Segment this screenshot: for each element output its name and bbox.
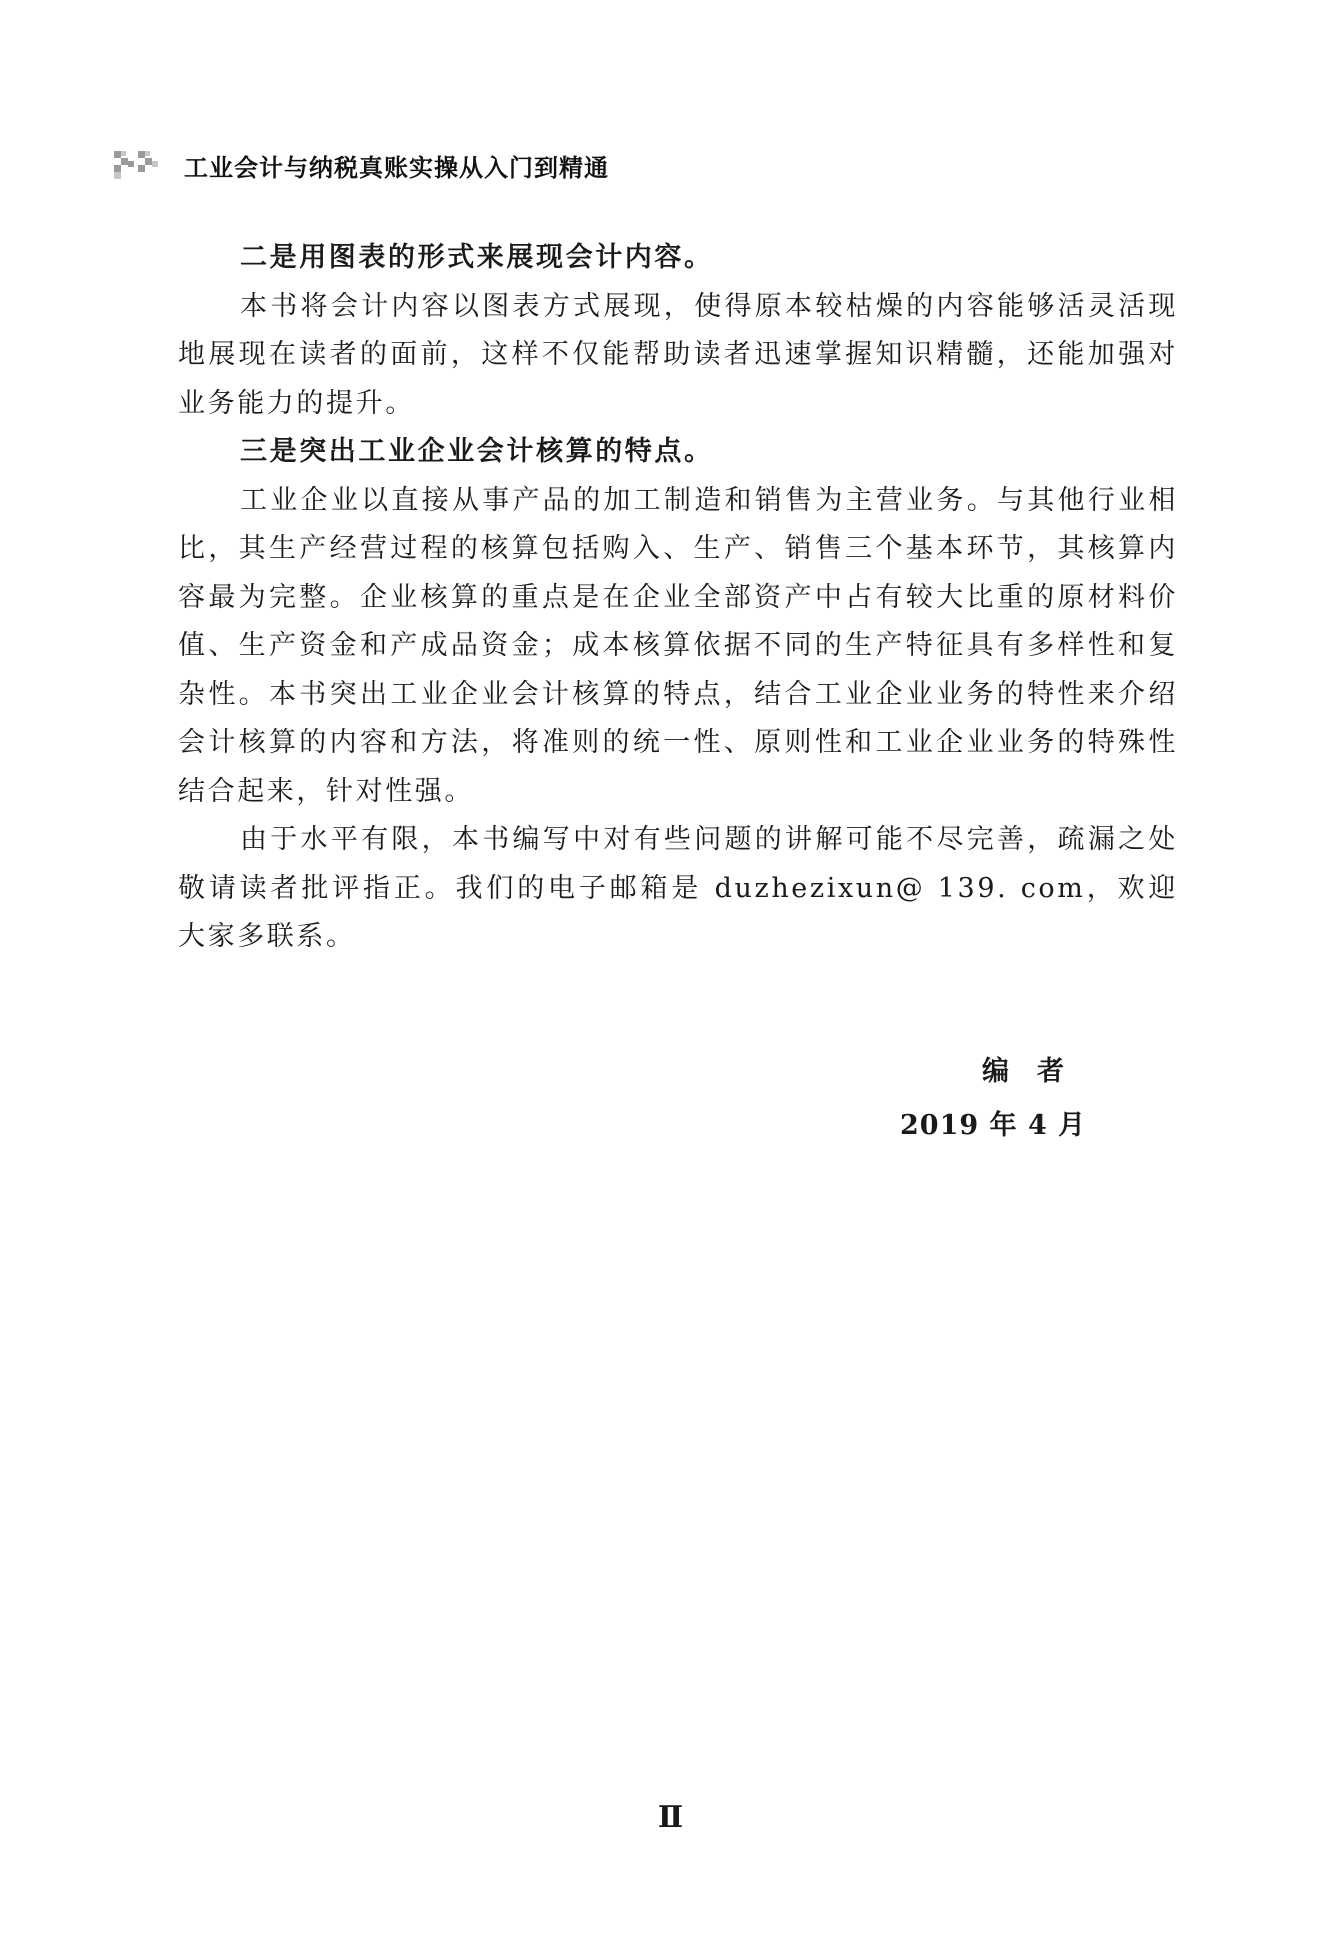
signature-block bbox=[900, 1048, 1140, 1150]
paragraph: 工业企业以直接从事产品的加工制造和销售为主营业务。与其他行业相比，其生产经营过程的核算包括购入、生产、销售三个基本环节，其核算内容最为完整。企业核算的重点是在企业全部资产中占有较大比重的原材料价值、生产资金和产成品资金；成本核算依据不同的生产特征具有多样性和复杂性。本书突出工业企业会计核算的特点，结合工业企业业务的特性来介绍会计核算的内容和方法，将准则的统一性、原则性和工业企业业务的特殊性结合起来，针对性强。 bbox=[178, 484, 1178, 807]
section-heading: 二是用图表的形式来展现会计内容。 bbox=[240, 242, 714, 273]
paragraph: 由于水平有限，本书编写中对有些问题的讲解可能不尽完善，疏漏之处敬请读者批评指正。我们的电子邮箱是 duzhezixun@ 139. com，欢迎大家多联系。 bbox=[178, 824, 1178, 952]
body-text bbox=[178, 234, 1178, 962]
section-heading: 三是突出工业企业会计核算的特点。 bbox=[240, 436, 714, 467]
book-title: 工业会计与纳税真账实操从入门到精通 bbox=[184, 153, 609, 182]
signature-author: 编者 bbox=[982, 1056, 1092, 1087]
page-number: Ⅱ bbox=[657, 1800, 682, 1835]
signature-date: 2019 年 4 月 bbox=[900, 1110, 1087, 1141]
double-chevron-icon bbox=[112, 148, 172, 182]
running-header bbox=[112, 148, 609, 182]
paragraph: 本书将会计内容以图表方式展现，使得原本较枯燥的内容能够活灵活现地展现在读者的面前，这样不仅能帮助读者迅速掌握知识精髓，还能加强对业务能力的提升。 bbox=[178, 290, 1178, 419]
